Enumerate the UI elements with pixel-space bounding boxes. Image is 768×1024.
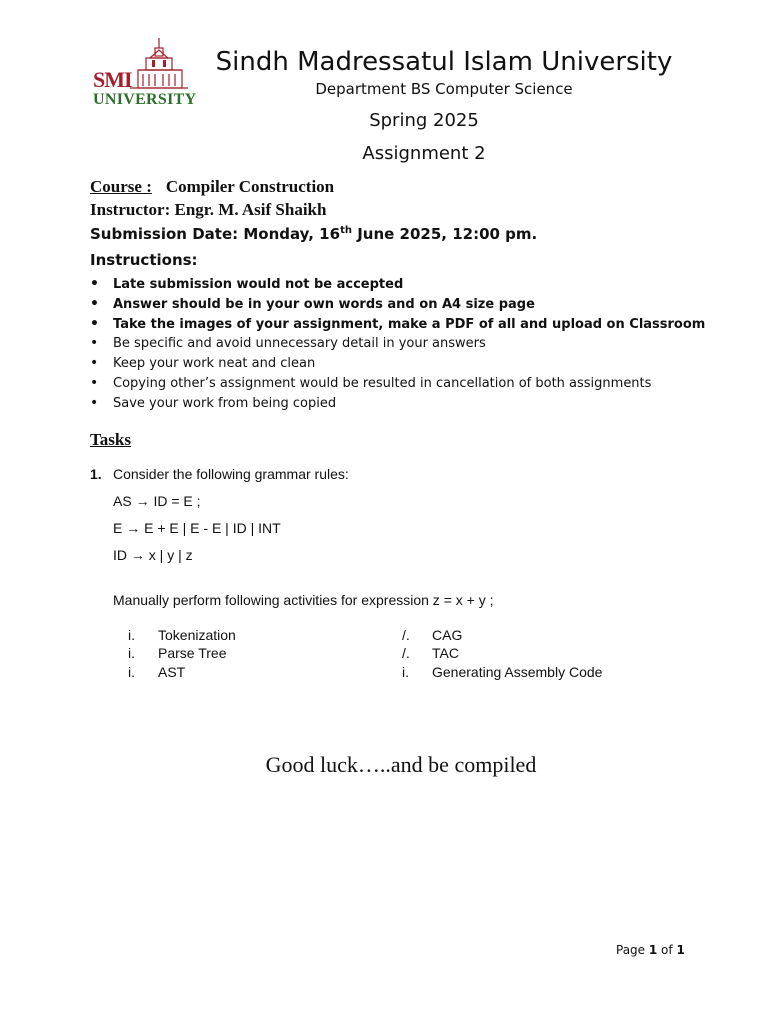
submission-date <box>90 225 537 243</box>
instruction-item: • Keep your work neat and clean <box>90 354 705 374</box>
instruction-item: • Copying other’s assignment would be resulted in cancellation of both assignments <box>90 374 705 394</box>
page-current: 1 <box>648 943 658 957</box>
department-name: Department BS Computer Science <box>315 80 573 98</box>
logo-text-smi: SMI <box>93 67 132 92</box>
page-total: 1 <box>676 943 685 957</box>
assignment-title: Assignment 2 <box>362 143 486 164</box>
submission-date-suffix: June 2025, 12:00 pm. <box>351 225 538 243</box>
activity-text: AST <box>158 664 186 680</box>
question-text: Consider the following grammar rules: <box>113 466 349 482</box>
instruction-item: • Be specific and avoid unnecessary detail in your answers <box>90 334 705 354</box>
university-title: Sindh Madressatul Islam University <box>215 47 673 77</box>
instructions-list <box>90 275 705 414</box>
activity-number: i. <box>402 664 409 680</box>
activity-text: Tokenization <box>158 627 236 643</box>
grammar-rule: AS → ID = E ; <box>113 493 201 509</box>
question-number: 1. <box>90 466 102 482</box>
activity-number: /. <box>402 627 410 643</box>
closing-message: Good luck…..and be compiled <box>265 752 537 777</box>
activity-text: Parse Tree <box>158 645 227 661</box>
instruction-item: • Save your work from being copied <box>90 394 705 414</box>
submission-date-prefix: Submission Date: Monday, 16 <box>90 225 341 243</box>
instruction-item: • Answer should be in your own words and on A4 size page <box>90 295 705 315</box>
activity-text: Generating Assembly Code <box>432 664 603 680</box>
activity-text: CAG <box>432 627 463 643</box>
task-instruction: Manually perform following activities for expression z = x + y ; <box>113 592 494 608</box>
grammar-rule: ID → x | y | z <box>113 547 193 563</box>
course-label: Course : <box>90 177 152 196</box>
term-label: Spring 2025 <box>369 110 479 131</box>
instructions-heading: Instructions: <box>90 251 198 269</box>
course-line <box>90 177 334 197</box>
activity-text: TAC <box>432 645 459 661</box>
instruction-item: • Late submission would not be accepted <box>90 275 705 295</box>
activity-number: i. <box>128 664 135 680</box>
page-number <box>616 943 685 957</box>
activity-number: i. <box>128 627 135 643</box>
logo-text-university: UNIVERSITY <box>93 91 197 108</box>
page-prefix: Page <box>616 943 649 957</box>
page-mid: of <box>657 943 677 957</box>
course-value: Compiler Construction <box>165 177 335 196</box>
submission-date-sup: th <box>340 225 352 236</box>
activity-number: i. <box>128 645 135 661</box>
instruction-item: • Take the images of your assignment, make a PDF of all and upload on Classroom <box>90 315 705 335</box>
instructor-line: Instructor: Engr. M. Asif Shaikh <box>90 200 327 219</box>
tasks-heading: Tasks <box>90 430 131 449</box>
grammar-rule: E → E + E | E - E | ID | INT <box>113 520 281 536</box>
activity-number: /. <box>402 645 410 661</box>
